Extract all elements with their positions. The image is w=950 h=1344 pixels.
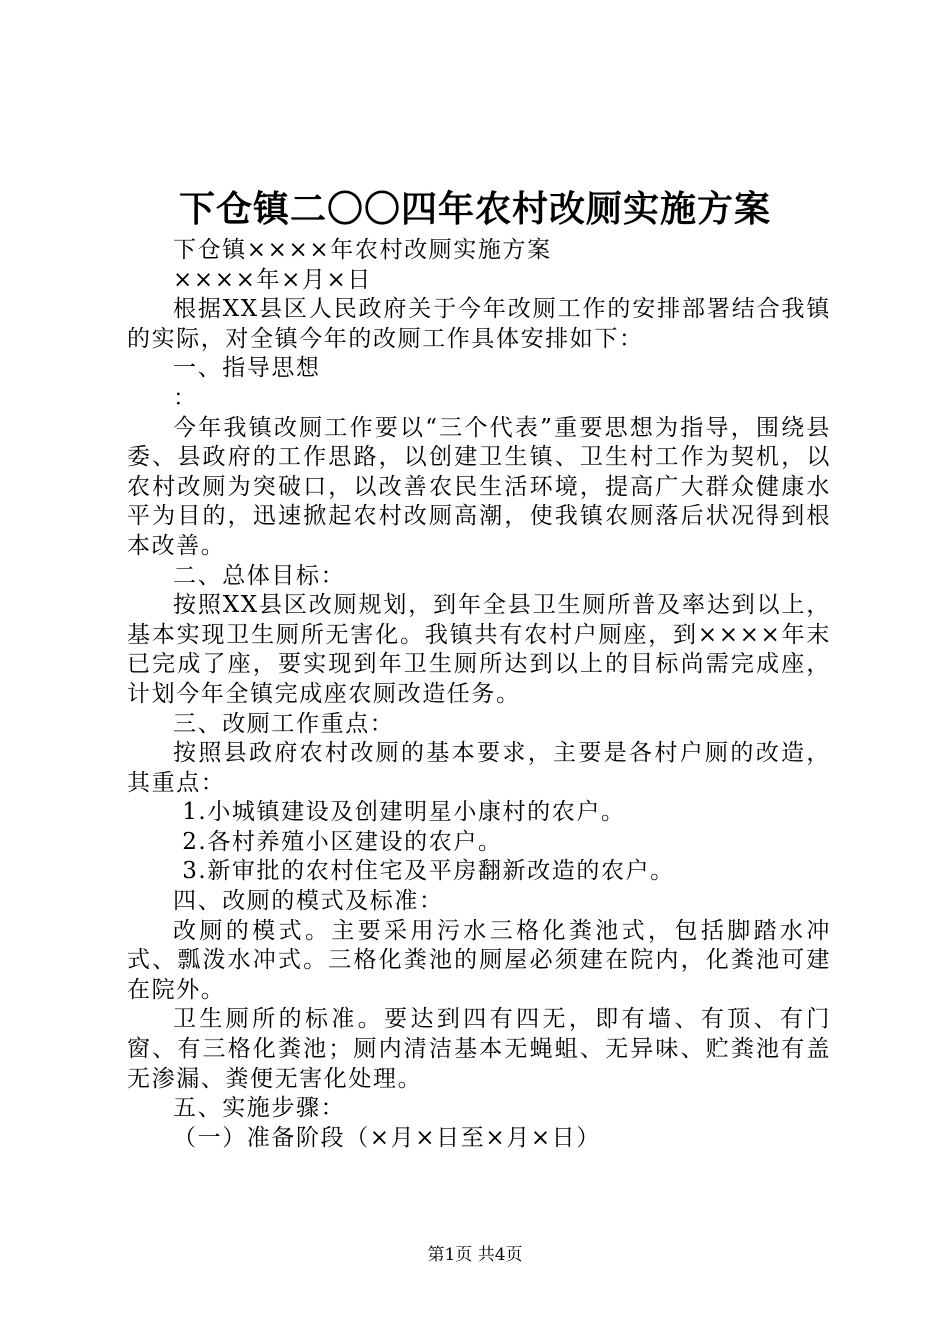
section-heading-1: 一、指导思想 bbox=[173, 355, 321, 382]
paragraph-guiding-thought: 今年我镇改厕工作要以“三个代表”重要思想为指导，围绕县委、县政府的工作思路，以创建卫生镇、卫生村工作为契机，以农村改厕为突破口，以改善农民生活环境，提高广大群众健康水平为目的，迅速掀起农村改厕高潮，使我镇农厕落后状况得到根本改善。 bbox=[127, 414, 831, 559]
paragraph-intro: 根据XX县区人民政府关于今年改厕工作的安排部署结合我镇的实际，对全镇今年的改厕工作具体安排如下： bbox=[127, 296, 831, 352]
paragraph-standard: 卫生厕所的标准。要达到四有四无，即有墙、有顶、有门窗、有三格化粪池；厕内清洁基本无蝇蛆、无异味、贮粪池有盖无渗漏、粪便无害化处理。 bbox=[127, 1006, 831, 1092]
paragraph-date: ××××年×月×日 bbox=[173, 266, 373, 293]
paragraph-key-points: 按照县政府农村改厕的基本要求，主要是各村户厕的改造，其重点： bbox=[127, 740, 831, 796]
paragraph-mode: 改厕的模式。主要采用污水三格化粪池式，包括脚踏水冲式、瓢泼水冲式。三格化粪池的厕屋必须建在院内，化粪池可建在院外。 bbox=[127, 917, 831, 1003]
document-body bbox=[127, 236, 831, 1153]
paragraph-prep-stage: （一）准备阶段（×月×日至×月×日） bbox=[173, 1124, 601, 1151]
list-item-3: 3.新审批的农村住宅及平房翻新改造的农户。 bbox=[182, 858, 675, 885]
page-footer: 第1页 共4页 bbox=[427, 1245, 523, 1265]
section-heading-2: 二、总体目标： bbox=[173, 562, 346, 589]
paragraph-subtitle: 下仓镇××××年农村改厕实施方案 bbox=[173, 237, 552, 263]
paragraph-overall-goal: 按照XX县区改厕规划，到年全县卫生厕所普及率达到以上，基本实现卫生厕所无害化。我镇共有农村户厕座，到××××年末已完成了座，要实现到年卫生厕所达到以上的目标尚需完成座，计划今年全镇完成座农厕改造任务。 bbox=[127, 592, 831, 707]
paragraph-colon: ： bbox=[173, 384, 198, 411]
list-item-1: 1.小城镇建设及创建明星小康村的农户。 bbox=[182, 799, 626, 826]
section-heading-3: 三、改厕工作重点： bbox=[173, 710, 395, 737]
section-heading-4: 四、改厕的模式及标准： bbox=[173, 888, 444, 915]
document-title: 下仓镇二〇〇四年农村改厕实施方案 bbox=[178, 188, 771, 230]
list-item-2: 2.各村养殖小区建设的农户。 bbox=[182, 828, 503, 855]
section-heading-5: 五、实施步骤： bbox=[173, 1095, 346, 1122]
